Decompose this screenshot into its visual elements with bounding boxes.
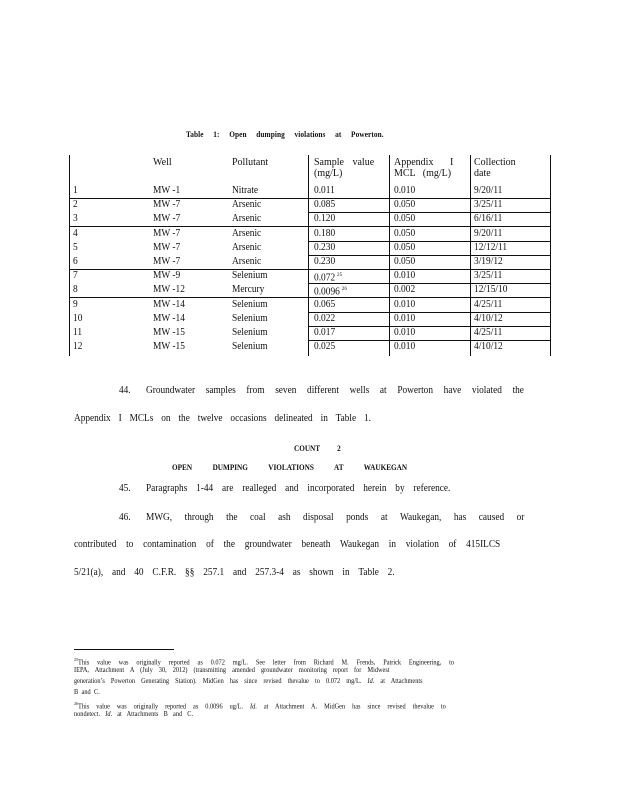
cell-pollutant: Selenium [232, 298, 268, 310]
table-left-rule [69, 155, 70, 356]
cell-pollutant: Selenium [232, 270, 268, 282]
header-well: Well [153, 157, 172, 168]
cell-date: 4/10/12 [474, 341, 503, 353]
cell-well: MW -7 [153, 199, 181, 211]
cell-well: MW -9 [153, 270, 181, 282]
count-subheading: OPEN DUMPING VIOLATIONS AT WAUKEGAN [172, 462, 408, 472]
cell-date: 6/16/11 [474, 213, 503, 225]
cell-well: MW -14 [153, 298, 185, 310]
count-heading: COUNT 2 [294, 443, 341, 453]
cell-pollutant: Selenium [232, 312, 268, 324]
cell-date: 12/12/11 [474, 241, 508, 253]
cell-num: 5 [73, 241, 78, 253]
cell-mcl: 0.050 [394, 213, 416, 225]
cell-sample: 0.085 [314, 199, 336, 211]
cell-pollutant: Selenium [232, 341, 268, 353]
cell-well: MW -7 [153, 256, 181, 267]
cell-pollutant: Selenium [232, 327, 268, 338]
cell-date: 9/20/11 [474, 185, 503, 196]
cell-sample: 0.120 [314, 213, 336, 225]
cell-mcl: 0.010 [394, 185, 416, 196]
cell-sample: 0.022 [314, 312, 336, 324]
paragraph-44-number: 44. [119, 385, 131, 396]
cell-well: MW -12 [153, 284, 185, 296]
footnote-rule [74, 649, 174, 650]
row-rule [308, 340, 551, 341]
cell-date: 9/20/11 [474, 227, 503, 239]
footnote-marker: 25 [337, 272, 343, 279]
cell-sample: 0.0096 $^{26}$ [314, 286, 347, 298]
footnote-26-line-1: $^{26}$This value was originally reported as 0.0096 ug/L. Id. at Attachment A. MidGen has since revised thevalue to [74, 701, 446, 711]
row-rule [308, 212, 551, 213]
cell-mcl: 0.050 [394, 227, 416, 239]
header-sample-value: Sample value (mg/L) [314, 157, 375, 179]
cell-mcl: 0.010 [394, 312, 416, 324]
cell-well: MW -7 [153, 241, 181, 253]
cell-num: 11 [73, 327, 83, 338]
paragraph-46-line-3: 5/21(a), and 40 C.F.R. §§ 257.1 and 257.3-4 as shown in Table 2. [74, 567, 395, 578]
cell-mcl: 0.010 [394, 327, 416, 338]
cell-well: MW -15 [153, 341, 185, 353]
cell-num: 7 [73, 270, 78, 282]
cell-mcl: 0.050 [394, 241, 416, 253]
cell-mcl: 0.002 [394, 284, 416, 296]
footnote-25-line-3: generation’s Powerton Generating Station). MidGen has since revised thevalue to 0.072 mg/L. Id. at Attachments [74, 677, 423, 685]
cell-date: 4/25/11 [474, 298, 503, 310]
footnote-marker: 26 [341, 286, 347, 293]
cell-date: 4/10/12 [474, 312, 503, 324]
paragraph-46-line-2: contributed to contamination of the groundwater beneath Waukegan in violation of 415ILCS [74, 539, 501, 550]
cell-date: 12/15/10 [474, 284, 508, 296]
cell-pollutant: Arsenic [232, 241, 262, 253]
cell-num: 6 [73, 256, 78, 267]
cell-sample: 0.025 [314, 341, 336, 353]
cell-well: MW -7 [153, 227, 181, 239]
footnote-25-line-2: IEPA, Attachment A (July 30, 2012) (transmitting amended groundwater monitoring report for Midwest [74, 666, 390, 674]
cell-well: MW -14 [153, 312, 185, 324]
cell-num: 1 [73, 185, 78, 196]
cell-date: 3/25/11 [474, 270, 503, 282]
cell-sample: 0.017 [314, 327, 336, 338]
cell-pollutant: Mercury [232, 284, 265, 296]
cell-date: 4/25/11 [474, 327, 503, 338]
paragraph-44-line-2: Appendix I MCLs on the twelve occasions delineated in Table 1. [74, 413, 371, 424]
paragraph-45-number: 45. [119, 483, 131, 494]
cell-mcl: 0.050 [394, 256, 416, 267]
table-title: Table 1: Open dumping violations at Powerton. [186, 129, 384, 139]
cell-sample: 0.072 $^{25}$ [314, 272, 343, 284]
violations-table [69, 155, 551, 356]
cell-mcl: 0.010 [394, 298, 416, 310]
cell-num: 3 [73, 213, 78, 225]
cell-well: MW -1 [153, 185, 181, 196]
row-rule [308, 326, 551, 327]
cell-mcl: 0.010 [394, 270, 416, 282]
paragraph-44-line-1: Groundwater samples from seven different wells at Powerton have violated the [146, 385, 524, 396]
cell-sample: 0.065 [314, 298, 336, 310]
cell-num: 10 [73, 312, 83, 324]
footnote-25-line-4: B and C. [74, 688, 100, 696]
cell-date: 3/19/12 [474, 256, 503, 267]
footnote-26-line-2: nondetect. Id. at Attachments B and C. [74, 710, 194, 718]
cell-sample: 0.180 [314, 227, 336, 239]
cell-pollutant: Arsenic [232, 213, 262, 225]
cell-date: 3/25/11 [474, 199, 503, 211]
cell-mcl: 0.050 [394, 199, 416, 211]
cell-num: 4 [73, 227, 78, 239]
row-rule [308, 241, 551, 242]
cell-sample: 0.011 [314, 185, 335, 196]
cell-num: 8 [73, 284, 78, 296]
cell-sample: 0.230 [314, 241, 336, 253]
cell-pollutant: Arsenic [232, 199, 262, 211]
cell-pollutant: Arsenic [232, 256, 262, 267]
cell-pollutant: Nitrate [232, 185, 259, 196]
header-collection-date: Collection date [474, 157, 516, 179]
cell-mcl: 0.010 [394, 341, 416, 353]
header-pollutant: Pollutant [232, 157, 269, 168]
cell-num: 12 [73, 341, 83, 353]
header-appendix-mcl: Appendix I MCL (mg/L) [394, 157, 454, 179]
cell-num: 2 [73, 199, 78, 211]
paragraph-46-line-1: MWG, through the coal ash disposal ponds at Waukegan, has caused or [146, 512, 525, 523]
cell-well: MW -7 [153, 213, 181, 225]
cell-num: 9 [73, 298, 78, 310]
footnote-25-line-1: $^{25}$This value was originally reported as 0.072 mg/L. See letter from Richard M. Frends, Patrick Engineering, to [74, 657, 455, 667]
paragraph-45-text: Paragraphs 1-44 are realleged and incorporated herein by reference. [146, 483, 451, 494]
cell-well: MW -15 [153, 327, 185, 338]
cell-pollutant: Arsenic [232, 227, 262, 239]
row-rule [308, 312, 551, 313]
cell-sample: 0.230 [314, 256, 336, 267]
row-rule [308, 255, 551, 256]
paragraph-46-number: 46. [119, 512, 131, 523]
